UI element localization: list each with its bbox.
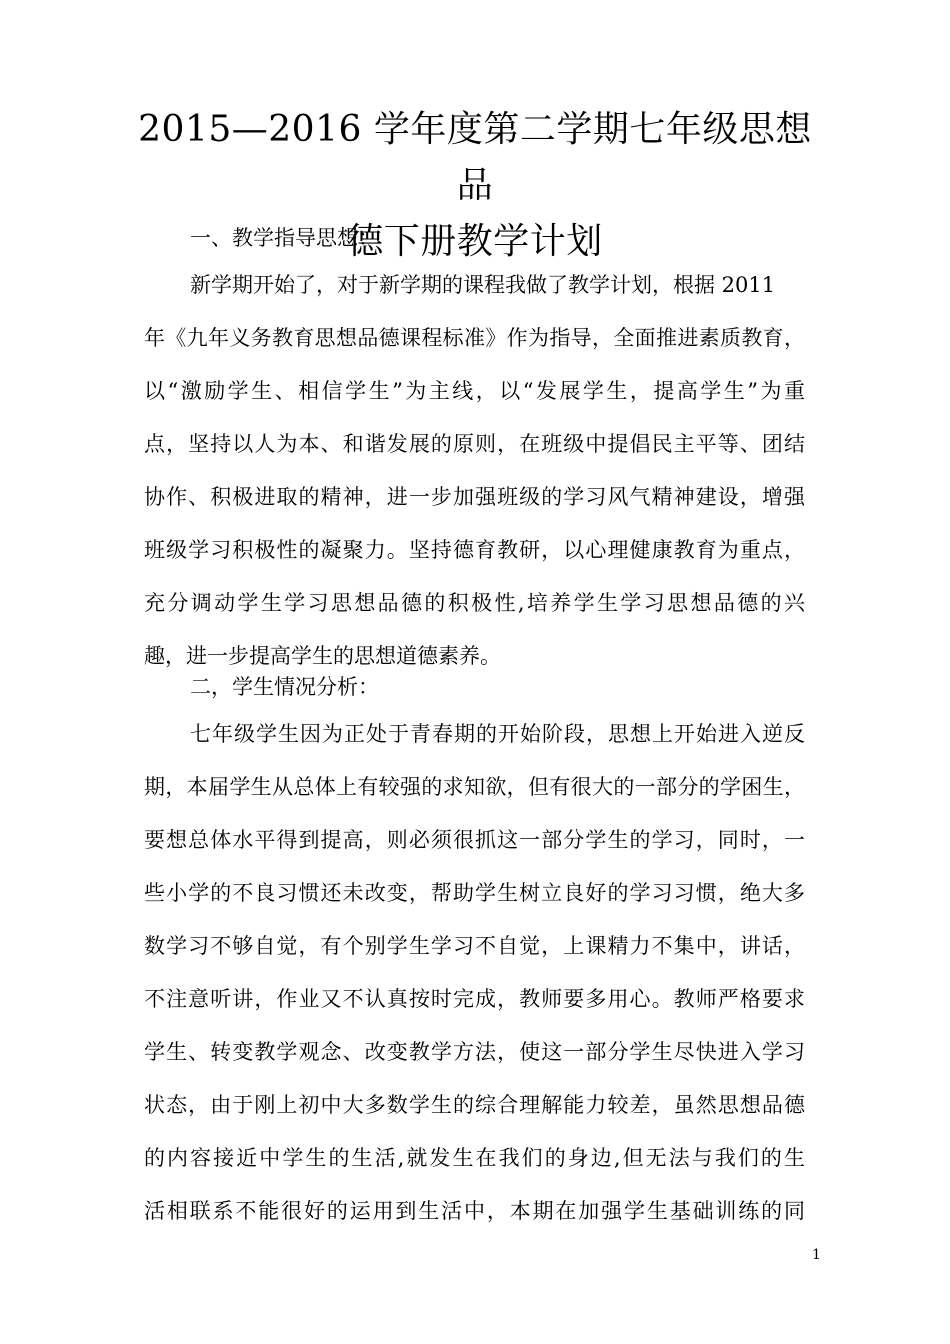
paragraph-line: 年《九年义务教育思想品德课程标准》作为指导，全面推进素质教育，	[144, 326, 805, 350]
paragraph-line: 状态，由于刚上初中大多数学生的综合理解能力较差，虽然思想品德	[144, 1093, 805, 1117]
paragraph-line: 点，坚持以人为本、和谐发展的原则，在班级中提倡民主平等、团结	[144, 432, 805, 456]
title-line-1: 2015—2016 学年度第二学期七年级思想品	[138, 109, 812, 206]
paragraph-line: 新学期开始了，对于新学期的课程我做了教学计划，根据 2011	[190, 273, 776, 297]
section-heading-student-analysis: 二，学生情况分析：	[190, 675, 379, 699]
section-heading-guiding-ideology: 一、教学指导思想：	[190, 226, 379, 250]
paragraph-line: 要想总体水平得到提高，则必须很抓这一部分学生的学习，同时，一	[144, 828, 805, 852]
title-line-2: 德下册教学计划	[347, 221, 603, 262]
paragraph-line: 趣，进一步提高学生的思想道德素养。	[144, 644, 501, 668]
paragraph-line: 数学习不够自觉，有个别学生学习不自觉，上课精力不集中，讲话，	[144, 934, 805, 958]
paragraph-line: 学生、转变教学观念、改变教学方法，使这一部分学生尽快进入学习	[144, 1040, 805, 1064]
paragraph-line: 以“激励学生、相信学生”为主线，以“发展学生，提高学生”为重	[144, 379, 805, 403]
paragraph-line: 活相联系不能很好的运用到生活中，本期在加强学生基础训练的同	[144, 1199, 805, 1223]
page-number: 1	[812, 1247, 821, 1263]
paragraph-line: 期，本届学生从总体上有较强的求知欲，但有很大的一部分的学困生，	[144, 775, 805, 799]
paragraph-line: 的内容接近中学生的生活,就发生在我们的身边,但无法与我们的生	[144, 1146, 805, 1170]
paragraph-line: 班级学习积极性的凝聚力。坚持德育教研，以心理健康教育为重点，	[144, 538, 805, 562]
paragraph-line: 七年级学生因为正处于青春期的开始阶段，思想上开始进入逆反	[190, 722, 805, 746]
paragraph-line: 些小学的不良习惯还未改变，帮助学生树立良好的学习习惯，绝大多	[144, 881, 805, 905]
paragraph-line: 协作、积极进取的精神，进一步加强班级的学习风气精神建设，增强	[144, 485, 805, 509]
paragraph-line: 充分调动学生学习思想品德的积极性,培养学生学习思想品德的兴	[144, 591, 805, 615]
paragraph-line: 不注意听讲，作业又不认真按时完成，教师要多用心。教师严格要求	[144, 987, 805, 1011]
